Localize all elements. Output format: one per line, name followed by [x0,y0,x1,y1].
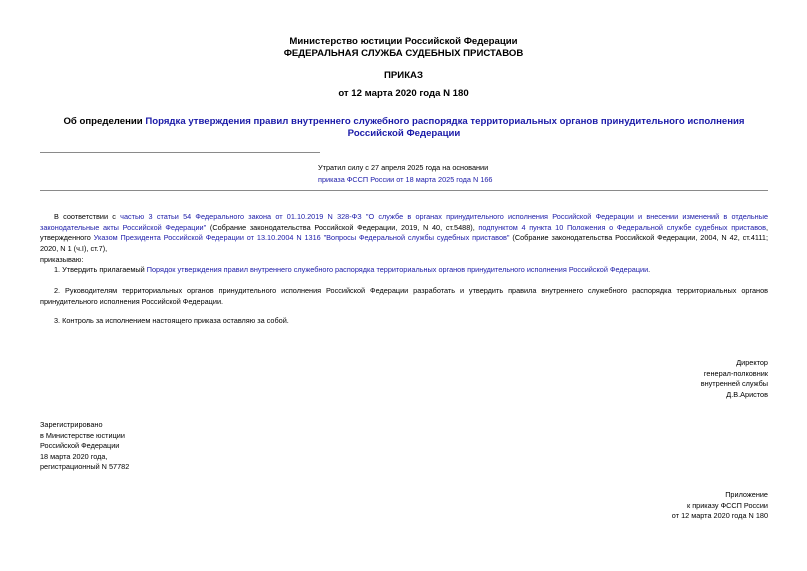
item-2: 2. Руководителям территориальных органов принудительного исполнения Российской Федерации разработать и утвердить правила внутреннего служебного распорядка территориальных органов принудительного исполнения Российской Федерации. [40,286,768,306]
preamble-link-law[interactable]: частью 3 статьи 54 Федерального закона от 01.10.2019 N 328-ФЗ "О службе в органах принудительного исполнения Российской Федерации и внесении изменений в отдельные законодательные акты Российской Федерации" [40,212,769,232]
signature-rank: генерал-полковник [703,368,768,378]
preamble-text-2: (Собрание законодательства Российской Федерации, 2019, N 40, ст.5488), [206,222,479,232]
signature-name: Д.В.Аристов [726,389,768,399]
appendix-block [672,490,768,522]
appendix-line-2: к приказу ФССП России [687,500,768,510]
ministry-name: Министерство юстиции Российской Федерации [289,36,518,47]
preamble-text-1: В соответствии с [54,212,121,221]
item-3: 3. Контроль за исполнением настоящего приказа оставляю за собой. [54,316,289,325]
registration-line-1: Зарегистрировано [40,420,103,429]
document-date-number: от 12 марта 2020 года N 180 [338,88,469,99]
registration-line-3: Российской Федерации [40,441,120,451]
preamble-text-4: (Собрание законодательства Российской Федерации, 2004, N 42, ст.4111; 2020, N 1 (ч.I), ст.7), [40,233,768,253]
preamble-text-3: , утвержденного [40,222,769,243]
order-word: приказываю: [40,255,84,264]
item-1-link[interactable]: Порядок утверждения правил внутреннего служебного распорядка территориальных органов принудительного исполнения Российской Федерации [146,265,649,274]
signature-block [701,358,768,400]
title-link[interactable]: Порядка утверждения правил внутреннего служебного распорядка территориальных органов принудительного исполнения Российской Федерации [145,116,745,139]
registration-line-5: регистрационный N 57782 [40,462,130,472]
preamble-paragraph [40,212,768,254]
document-type: ПРИКАЗ [384,70,423,81]
registration-line-2: в Министерстве юстиции [40,430,125,440]
service-name: ФЕДЕРАЛЬНАЯ СЛУЖБА СУДЕБНЫХ ПРИСТАВОВ [283,48,524,59]
document-title [40,116,768,140]
status-link[interactable]: приказа ФССП России от 18 марта 2025 года N 166 [318,175,493,184]
signature-position: Директор [736,358,768,367]
item-1-end: . [648,265,651,274]
item-1-text: 1. Утвердить прилагаемый [54,265,147,274]
preamble-link-decree[interactable]: Указом Президента Российской Федерации от 13.10.2004 N 1316 "Вопросы Федеральной службы судебных приставов" [93,233,510,243]
item-1 [40,265,768,276]
registration-block [40,420,129,473]
separator-long [40,190,768,191]
title-prefix: Об определении [63,116,146,127]
registration-line-4: 18 марта 2020 года, [40,451,108,461]
status-line: Утратил силу с 27 апреля 2025 года на основании [318,163,489,172]
separator-short [40,152,320,153]
signature-service: внутренней службы [700,379,768,389]
appendix-line-1: Приложение [725,490,768,499]
appendix-line-3: от 12 марта 2020 года N 180 [671,511,768,521]
preamble-link-regulation[interactable]: подпунктом 4 пункта 10 Положения о Федеральной службе судебных приставов [478,222,766,232]
